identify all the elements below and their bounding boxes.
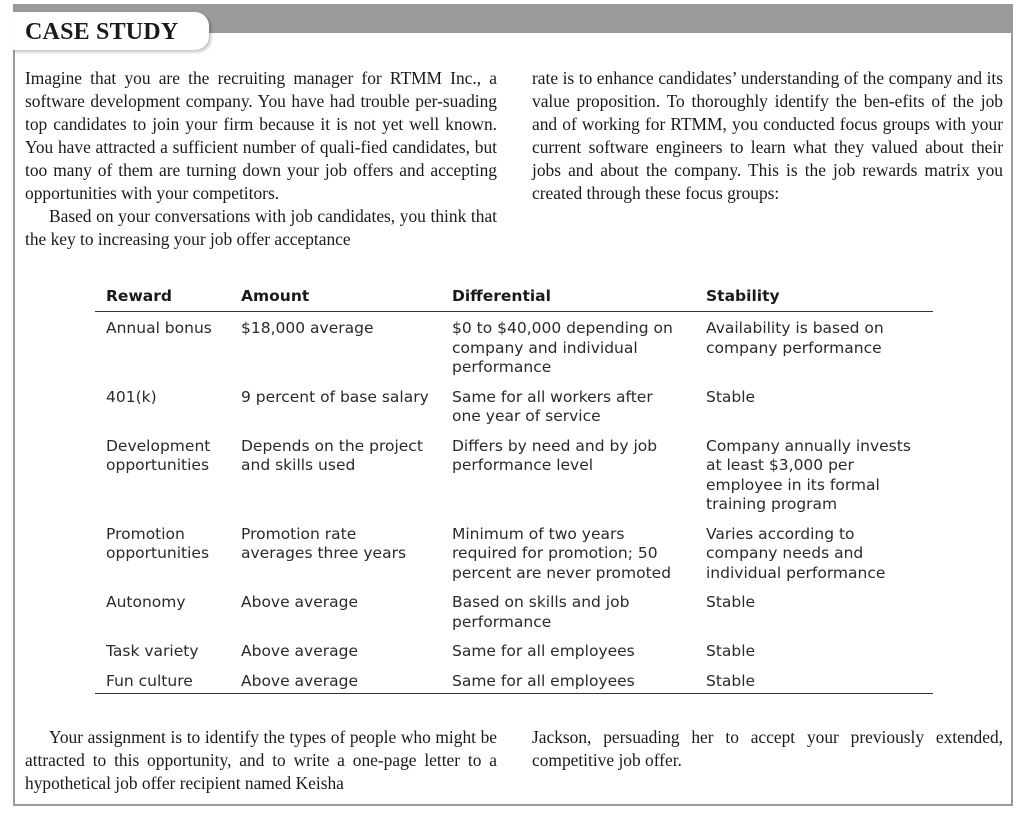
cell-stability: Availability is based on company performance	[706, 319, 884, 357]
intro-right-column	[532, 67, 1003, 205]
cell-differential: Same for all employees	[441, 665, 695, 694]
header-differential: Differential	[441, 284, 695, 312]
assignment-paragraph-2: Jackson, persuading her to accept your previously extended, competitive job offer.	[532, 727, 1003, 770]
intro-paragraph-1: Imagine that you are the recruiting manager for RTMM Inc., a software development company. You have had trouble per-suading top candidates to join your firm because it is not yet well known. You have attracted a sufficient number of quali-fied candidates, but too many of them are turning down your job offers and accepting opportunities with your competitors.	[25, 68, 497, 203]
cell-differential: Differs by need and by job performance level	[452, 436, 658, 474]
assignment-paragraph-1: Your assignment is to identify the types of people who might be attracted to this opportunity, and to write a one-page letter to a hypothetical job offer recipient named Keisha	[25, 727, 497, 793]
cell-stability: Stable	[695, 665, 933, 694]
cell-stability: Varies according to company needs and individual performance	[706, 524, 886, 582]
cell-reward: 401(k)	[106, 387, 157, 406]
case-study-title: CASE STUDY	[25, 19, 179, 45]
header-reward: Reward	[95, 284, 230, 312]
cell-reward: Task variety	[106, 642, 199, 660]
cell-reward: Promotion opportunities	[106, 524, 210, 562]
table-row	[95, 586, 933, 635]
assignment-left-column	[25, 726, 497, 795]
header-amount: Amount	[230, 284, 441, 312]
assignment-right-column	[532, 726, 1003, 772]
table-header-row	[95, 284, 933, 312]
cell-amount: $18,000 average	[241, 319, 374, 337]
header-stability: Stability	[695, 284, 933, 312]
table-row	[95, 518, 933, 587]
intro-left-column	[25, 67, 497, 251]
cell-differential: Based on skills and job performance	[452, 593, 630, 631]
table-row	[95, 665, 933, 694]
cell-stability: Stable	[706, 593, 756, 611]
cell-amount: Promotion rate averages three years	[241, 524, 407, 562]
cell-stability: Stable	[706, 642, 756, 660]
cell-differential: Same for all workers after one year of service	[452, 387, 653, 425]
cell-amount: Above average	[241, 642, 359, 660]
cell-reward: Autonomy	[106, 593, 186, 611]
cell-reward: Development opportunities	[106, 436, 211, 474]
table-row	[95, 635, 933, 665]
cell-differential: Minimum of two years required for promotion; 50 percent are never promoted	[452, 524, 672, 582]
cell-reward: Annual bonus	[106, 319, 212, 337]
intro-paragraph-2: Based on your conversations with job candidates, you think that the key to increasing your job offer acceptance	[25, 206, 497, 249]
cell-amount: Above average	[241, 593, 359, 611]
cell-differential: $0 to $40,000 depending on company and individual performance	[452, 319, 673, 376]
cell-amount: 9 percent of base salary	[241, 387, 429, 406]
cell-stability: Stable	[706, 387, 756, 406]
cell-amount: Depends on the project and skills used	[241, 436, 423, 474]
cell-differential: Same for all employees	[452, 642, 635, 660]
job-rewards-matrix	[95, 284, 933, 694]
cell-stability: Company annually invests at least $3,000 per employee in its formal training program	[706, 436, 911, 513]
table-row	[95, 381, 933, 430]
table-row	[95, 312, 933, 381]
intro-paragraph-3: rate is to enhance candidates’ understanding of the company and its value proposition. To thoroughly identify the ben-efits of the job and of working for RTMM, you conducted focus groups with your current software engineers to learn what they valued about their jobs and about the company. This is the job rewards matrix you created through these focus groups:	[532, 68, 1003, 203]
cell-amount: Above average	[230, 665, 441, 694]
cell-reward: Fun culture	[95, 665, 230, 694]
table-row	[95, 430, 933, 518]
